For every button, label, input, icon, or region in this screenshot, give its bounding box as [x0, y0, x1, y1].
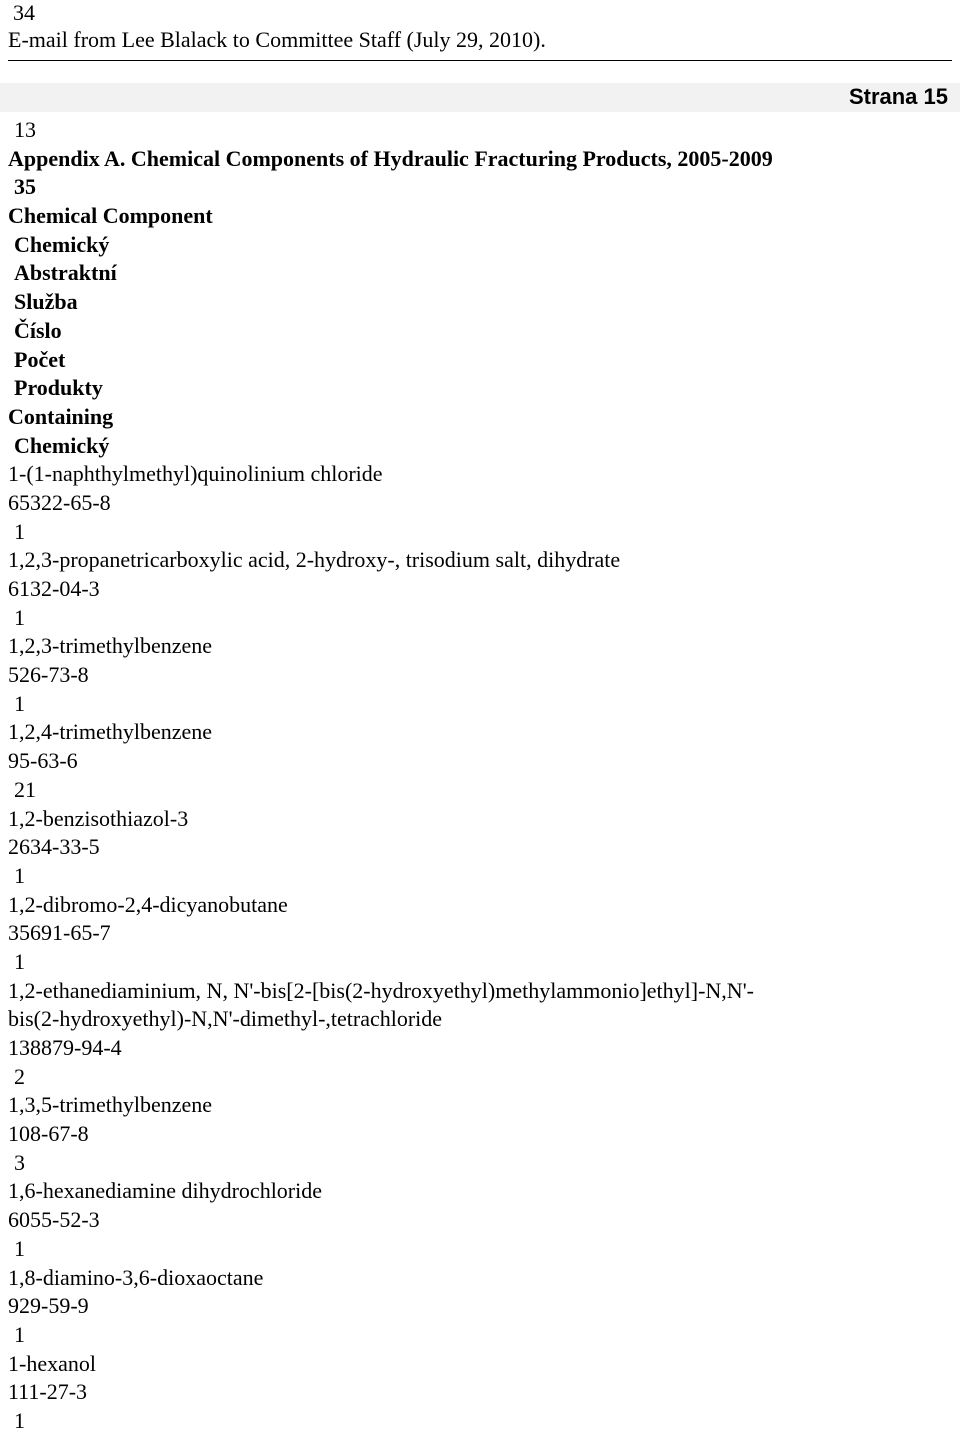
row-product-count: 1	[14, 1321, 25, 1347]
row-product-count: 1	[14, 1407, 25, 1433]
footnote-text: E-mail from Lee Blalack to Committee Staff (July 29, 2010).	[8, 27, 546, 52]
page-number: 13	[14, 117, 36, 142]
row-chemical-name: 1,2-dibromo-2,4-dicyanobutane	[8, 891, 288, 917]
appendix-title: Appendix A. Chemical Components of Hydraulic Fracturing Products, 2005-2009	[8, 145, 773, 171]
row-chemical-name: 1,2-benzisothiazol-3	[8, 805, 189, 831]
row-chemical-name: 1,6-hexanediamine dihydrochloride	[8, 1178, 323, 1204]
footnote-divider	[8, 60, 952, 61]
header-cas-line: Číslo	[14, 317, 62, 343]
footnote-number: 34	[13, 0, 35, 25]
row-product-count: 1	[14, 1235, 25, 1261]
row-cas-number: 929-59-9	[8, 1293, 89, 1319]
row-chemical-name: 1-hexanol	[8, 1350, 96, 1376]
row-chemical-name: 1,8-diamino-3,6-dioxaoctane	[8, 1264, 264, 1290]
row-product-count: 21	[14, 776, 36, 802]
row-cas-number: 6055-52-3	[8, 1207, 100, 1233]
header-count-line: Chemický	[14, 432, 110, 458]
row-cas-number: 35691-65-7	[8, 920, 111, 946]
header-component: Chemical Component	[8, 203, 213, 229]
row-chemical-name: 1,2,3-propanetricarboxylic acid, 2-hydroxy-, trisodium salt, dihydrate	[8, 547, 621, 573]
row-product-count: 1	[14, 862, 25, 888]
row-cas-number: 108-67-8	[8, 1121, 89, 1147]
row-product-count: 1	[14, 948, 25, 974]
header-cas-line: Služba	[14, 289, 78, 315]
row-cas-number: 138879-94-4	[8, 1035, 122, 1060]
row-cas-number: 526-73-8	[8, 662, 89, 688]
row-chemical-name: 1,2,3-trimethylbenzene	[8, 633, 213, 659]
row-product-count: 3	[14, 1149, 25, 1175]
row-cas-number: 6132-04-3	[8, 576, 100, 601]
row-product-count: 2	[14, 1063, 25, 1089]
row-cas-number: 65322-65-8	[8, 489, 111, 515]
row-product-count: 1	[14, 690, 25, 716]
header-count-line: Produkty	[14, 375, 103, 401]
row-cas-number: 111-27-3	[8, 1379, 88, 1405]
row-chemical-name-line: bis(2-hydroxyethyl)-N,N'-dimethyl-,tetrachloride	[8, 1006, 443, 1032]
row-product-count: 1	[14, 604, 25, 630]
page-label: Strana 15	[848, 84, 948, 109]
row-chemical-name: 1,3,5-trimethylbenzene	[8, 1092, 213, 1118]
document-content	[8, 116, 952, 1436]
page-indicator-bar	[0, 83, 960, 112]
row-product-count: 1	[14, 518, 25, 544]
header-count-line: Containing	[8, 403, 114, 429]
table-reference: 35	[14, 174, 36, 200]
header-cas-line: Abstraktní	[14, 260, 117, 286]
header-cas-line: Chemický	[14, 231, 110, 257]
header-count-line: Počet	[14, 346, 66, 372]
row-chemical-name: 1-(1-naphthylmethyl)quinolinium chloride	[8, 461, 383, 487]
row-cas-number: 95-63-6	[8, 748, 78, 774]
row-cas-number: 2634-33-5	[8, 834, 100, 860]
row-chemical-name: 1,2,4-trimethylbenzene	[8, 719, 213, 745]
row-chemical-name-line: 1,2-ethanediaminium, N, N'-bis[2-[bis(2-hydroxyethyl)methylammonio]ethyl]-N,N'-	[8, 977, 754, 1003]
